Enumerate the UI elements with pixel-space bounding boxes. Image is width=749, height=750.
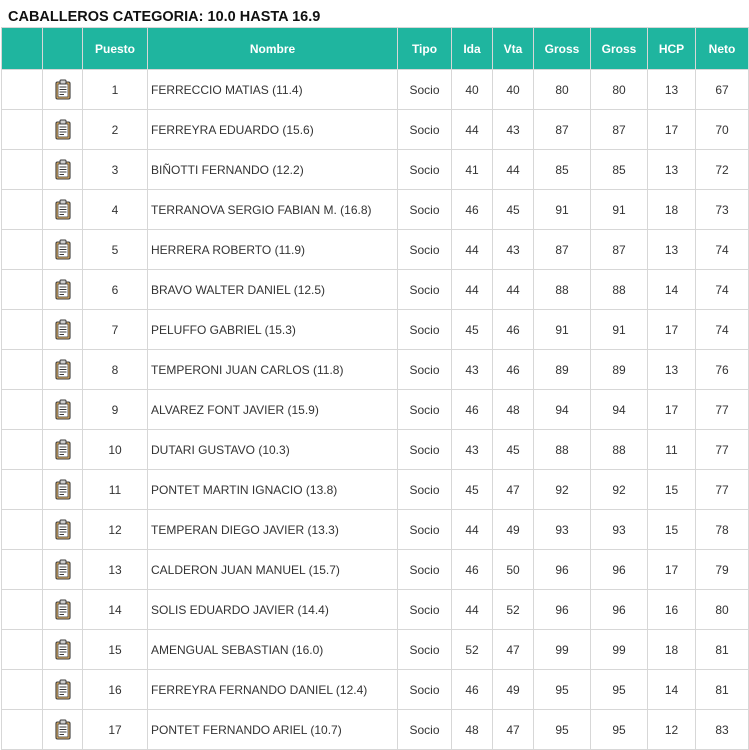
cell-ida: 43 [452, 350, 493, 390]
cell-gross-2: 87 [591, 230, 648, 270]
column-header-ida[interactable]: Ida [452, 28, 493, 70]
cell-tipo: Socio [398, 550, 452, 590]
cell-gross-2: 92 [591, 470, 648, 510]
scorecard-cell [43, 510, 83, 550]
cell-neto: 77 [696, 430, 749, 470]
column-header-gross-2[interactable]: Gross [591, 28, 648, 70]
cell-nombre: TEMPERAN DIEGO JAVIER (13.3) [148, 510, 398, 550]
scorecard-cell [43, 590, 83, 630]
table-row [2, 70, 749, 110]
cell-puesto: 7 [83, 310, 148, 350]
clipboard-icon[interactable] [54, 359, 72, 380]
cell-vta: 40 [493, 70, 534, 110]
cell-ida: 46 [452, 390, 493, 430]
row-blank-cell [2, 270, 43, 310]
cell-puesto: 9 [83, 390, 148, 430]
cell-tipo: Socio [398, 270, 452, 310]
cell-vta: 46 [493, 350, 534, 390]
table-row [2, 590, 749, 630]
table-row [2, 390, 749, 430]
clipboard-icon[interactable] [54, 439, 72, 460]
cell-gross: 99 [534, 630, 591, 670]
cell-neto: 73 [696, 190, 749, 230]
cell-gross: 95 [534, 710, 591, 750]
cell-gross-2: 93 [591, 510, 648, 550]
cell-gross-2: 88 [591, 430, 648, 470]
cell-puesto: 2 [83, 110, 148, 150]
cell-gross: 89 [534, 350, 591, 390]
cell-vta: 47 [493, 710, 534, 750]
cell-tipo: Socio [398, 670, 452, 710]
cell-nombre: FERREYRA EDUARDO (15.6) [148, 110, 398, 150]
cell-hcp: 18 [648, 630, 696, 670]
cell-neto: 74 [696, 310, 749, 350]
clipboard-icon[interactable] [54, 279, 72, 300]
table-row [2, 190, 749, 230]
cell-hcp: 14 [648, 270, 696, 310]
cell-puesto: 13 [83, 550, 148, 590]
cell-puesto: 4 [83, 190, 148, 230]
cell-gross: 85 [534, 150, 591, 190]
table-row [2, 110, 749, 150]
cell-tipo: Socio [398, 630, 452, 670]
cell-gross-2: 95 [591, 670, 648, 710]
cell-nombre: FERREYRA FERNANDO DANIEL (12.4) [148, 670, 398, 710]
clipboard-icon[interactable] [54, 319, 72, 340]
scorecard-cell [43, 310, 83, 350]
cell-vta: 43 [493, 230, 534, 270]
cell-tipo: Socio [398, 430, 452, 470]
cell-gross-2: 96 [591, 550, 648, 590]
scorecard-cell [43, 110, 83, 150]
cell-puesto: 3 [83, 150, 148, 190]
cell-nombre: PELUFFO GABRIEL (15.3) [148, 310, 398, 350]
cell-hcp: 17 [648, 110, 696, 150]
cell-hcp: 11 [648, 430, 696, 470]
scorecard-cell [43, 230, 83, 270]
cell-puesto: 5 [83, 230, 148, 270]
scorecard-cell [43, 550, 83, 590]
cell-tipo: Socio [398, 150, 452, 190]
cell-tipo: Socio [398, 710, 452, 750]
cell-ida: 46 [452, 550, 493, 590]
table-row [2, 670, 749, 710]
cell-puesto: 1 [83, 70, 148, 110]
row-blank-cell [2, 350, 43, 390]
cell-hcp: 14 [648, 670, 696, 710]
cell-gross: 80 [534, 70, 591, 110]
cell-hcp: 12 [648, 710, 696, 750]
cell-neto: 77 [696, 390, 749, 430]
cell-nombre: CALDERON JUAN MANUEL (15.7) [148, 550, 398, 590]
cell-neto: 83 [696, 710, 749, 750]
clipboard-icon[interactable] [54, 239, 72, 260]
cell-nombre: DUTARI GUSTAVO (10.3) [148, 430, 398, 470]
cell-vta: 45 [493, 190, 534, 230]
row-blank-cell [2, 470, 43, 510]
row-blank-cell [2, 670, 43, 710]
cell-tipo: Socio [398, 350, 452, 390]
table-row [2, 230, 749, 270]
table-row [2, 430, 749, 470]
cell-nombre: SOLIS EDUARDO JAVIER (14.4) [148, 590, 398, 630]
cell-vta: 46 [493, 310, 534, 350]
cell-ida: 44 [452, 230, 493, 270]
cell-ida: 44 [452, 590, 493, 630]
cell-gross-2: 85 [591, 150, 648, 190]
column-header-hcp[interactable]: HCP [648, 28, 696, 70]
cell-hcp: 16 [648, 590, 696, 630]
cell-nombre: AMENGUAL SEBASTIAN (16.0) [148, 630, 398, 670]
row-blank-cell [2, 430, 43, 470]
cell-vta: 47 [493, 470, 534, 510]
scorecard-cell [43, 430, 83, 470]
cell-hcp: 17 [648, 390, 696, 430]
cell-vta: 49 [493, 510, 534, 550]
results-table [1, 27, 749, 750]
scorecard-cell [43, 190, 83, 230]
cell-hcp: 13 [648, 70, 696, 110]
row-blank-cell [2, 190, 43, 230]
cell-tipo: Socio [398, 390, 452, 430]
cell-vta: 44 [493, 270, 534, 310]
cell-vta: 47 [493, 630, 534, 670]
cell-hcp: 13 [648, 150, 696, 190]
cell-gross-2: 91 [591, 310, 648, 350]
cell-vta: 45 [493, 430, 534, 470]
cell-gross: 88 [534, 430, 591, 470]
cell-gross: 94 [534, 390, 591, 430]
cell-gross: 88 [534, 270, 591, 310]
cell-ida: 46 [452, 190, 493, 230]
cell-puesto: 15 [83, 630, 148, 670]
scorecard-cell [43, 710, 83, 750]
cell-gross-2: 91 [591, 190, 648, 230]
scorecard-cell [43, 150, 83, 190]
cell-vta: 44 [493, 150, 534, 190]
cell-tipo: Socio [398, 310, 452, 350]
cell-nombre: TEMPERONI JUAN CARLOS (11.8) [148, 350, 398, 390]
cell-gross: 95 [534, 670, 591, 710]
cell-nombre: BIÑOTTI FERNANDO (12.2) [148, 150, 398, 190]
cell-nombre: ALVAREZ FONT JAVIER (15.9) [148, 390, 398, 430]
column-header-tipo[interactable]: Tipo [398, 28, 452, 70]
cell-gross: 96 [534, 550, 591, 590]
column-header-gross[interactable]: Gross [534, 28, 591, 70]
cell-gross: 96 [534, 590, 591, 630]
cell-gross-2: 88 [591, 270, 648, 310]
cell-ida: 44 [452, 270, 493, 310]
cell-puesto: 14 [83, 590, 148, 630]
row-blank-cell [2, 390, 43, 430]
cell-vta: 52 [493, 590, 534, 630]
cell-neto: 67 [696, 70, 749, 110]
column-header-blank-2 [43, 28, 83, 70]
column-header-nombre[interactable]: Nombre [148, 28, 398, 70]
clipboard-icon[interactable] [54, 639, 72, 660]
row-blank-cell [2, 70, 43, 110]
clipboard-icon[interactable] [54, 159, 72, 180]
cell-ida: 52 [452, 630, 493, 670]
cell-puesto: 16 [83, 670, 148, 710]
row-blank-cell [2, 590, 43, 630]
cell-gross: 91 [534, 310, 591, 350]
cell-ida: 45 [452, 310, 493, 350]
cell-ida: 41 [452, 150, 493, 190]
table-row [2, 470, 749, 510]
cell-gross: 91 [534, 190, 591, 230]
clipboard-icon[interactable] [54, 559, 72, 580]
cell-gross-2: 96 [591, 590, 648, 630]
clipboard-icon[interactable] [54, 679, 72, 700]
clipboard-icon[interactable] [54, 479, 72, 500]
column-header-vta[interactable]: Vta [493, 28, 534, 70]
cell-puesto: 12 [83, 510, 148, 550]
header-row [2, 28, 749, 70]
table-row [2, 270, 749, 310]
cell-tipo: Socio [398, 190, 452, 230]
cell-neto: 74 [696, 230, 749, 270]
clipboard-icon[interactable] [54, 599, 72, 620]
cell-tipo: Socio [398, 590, 452, 630]
scorecard-cell [43, 670, 83, 710]
cell-gross-2: 87 [591, 110, 648, 150]
cell-nombre: TERRANOVA SERGIO FABIAN M. (16.8) [148, 190, 398, 230]
cell-neto: 77 [696, 470, 749, 510]
table-row [2, 350, 749, 390]
cell-neto: 81 [696, 630, 749, 670]
cell-gross: 93 [534, 510, 591, 550]
cell-gross-2: 80 [591, 70, 648, 110]
scorecard-cell [43, 630, 83, 670]
cell-nombre: PONTET FERNANDO ARIEL (10.7) [148, 710, 398, 750]
clipboard-icon[interactable] [54, 119, 72, 140]
cell-hcp: 15 [648, 470, 696, 510]
cell-neto: 70 [696, 110, 749, 150]
cell-puesto: 11 [83, 470, 148, 510]
row-blank-cell [2, 710, 43, 750]
row-blank-cell [2, 230, 43, 270]
scorecard-cell [43, 350, 83, 390]
clipboard-icon[interactable] [54, 199, 72, 220]
cell-gross-2: 99 [591, 630, 648, 670]
cell-ida: 44 [452, 510, 493, 550]
cell-neto: 81 [696, 670, 749, 710]
row-blank-cell [2, 310, 43, 350]
category-title: CABALLEROS CATEGORIA: 10.0 HASTA 16.9 [8, 9, 321, 25]
cell-hcp: 13 [648, 230, 696, 270]
cell-puesto: 8 [83, 350, 148, 390]
row-blank-cell [2, 510, 43, 550]
row-blank-cell [2, 550, 43, 590]
table-row [2, 630, 749, 670]
cell-tipo: Socio [398, 110, 452, 150]
cell-hcp: 17 [648, 310, 696, 350]
cell-neto: 80 [696, 590, 749, 630]
clipboard-icon[interactable] [54, 79, 72, 100]
cell-neto: 72 [696, 150, 749, 190]
cell-nombre: BRAVO WALTER DANIEL (12.5) [148, 270, 398, 310]
cell-hcp: 15 [648, 510, 696, 550]
cell-gross-2: 94 [591, 390, 648, 430]
cell-tipo: Socio [398, 70, 452, 110]
cell-gross-2: 95 [591, 710, 648, 750]
cell-neto: 78 [696, 510, 749, 550]
cell-gross-2: 89 [591, 350, 648, 390]
cell-vta: 43 [493, 110, 534, 150]
results-body [2, 70, 749, 750]
cell-hcp: 13 [648, 350, 696, 390]
clipboard-icon[interactable] [54, 519, 72, 540]
table-row [2, 310, 749, 350]
cell-puesto: 6 [83, 270, 148, 310]
scorecard-cell [43, 470, 83, 510]
cell-nombre: FERRECCIO MATIAS (11.4) [148, 70, 398, 110]
cell-vta: 50 [493, 550, 534, 590]
cell-ida: 48 [452, 710, 493, 750]
cell-neto: 74 [696, 270, 749, 310]
clipboard-icon[interactable] [54, 719, 72, 740]
row-blank-cell [2, 110, 43, 150]
cell-neto: 76 [696, 350, 749, 390]
cell-vta: 48 [493, 390, 534, 430]
cell-tipo: Socio [398, 510, 452, 550]
scorecard-cell [43, 390, 83, 430]
cell-ida: 44 [452, 110, 493, 150]
cell-ida: 45 [452, 470, 493, 510]
cell-puesto: 17 [83, 710, 148, 750]
row-blank-cell [2, 630, 43, 670]
scorecard-cell [43, 270, 83, 310]
cell-nombre: PONTET MARTIN IGNACIO (13.8) [148, 470, 398, 510]
column-header-blank-1 [2, 28, 43, 70]
table-row [2, 150, 749, 190]
table-row [2, 710, 749, 750]
scorecard-cell [43, 70, 83, 110]
cell-ida: 46 [452, 670, 493, 710]
cell-hcp: 17 [648, 550, 696, 590]
cell-gross: 87 [534, 110, 591, 150]
cell-ida: 43 [452, 430, 493, 470]
column-header-puesto[interactable]: Puesto [83, 28, 148, 70]
table-row [2, 510, 749, 550]
cell-hcp: 18 [648, 190, 696, 230]
row-blank-cell [2, 150, 43, 190]
cell-ida: 40 [452, 70, 493, 110]
cell-gross: 92 [534, 470, 591, 510]
cell-tipo: Socio [398, 470, 452, 510]
clipboard-icon[interactable] [54, 399, 72, 420]
cell-puesto: 10 [83, 430, 148, 470]
cell-vta: 49 [493, 670, 534, 710]
cell-neto: 79 [696, 550, 749, 590]
cell-gross: 87 [534, 230, 591, 270]
table-row [2, 550, 749, 590]
cell-tipo: Socio [398, 230, 452, 270]
column-header-neto[interactable]: Neto [696, 28, 749, 70]
cell-nombre: HERRERA ROBERTO (11.9) [148, 230, 398, 270]
